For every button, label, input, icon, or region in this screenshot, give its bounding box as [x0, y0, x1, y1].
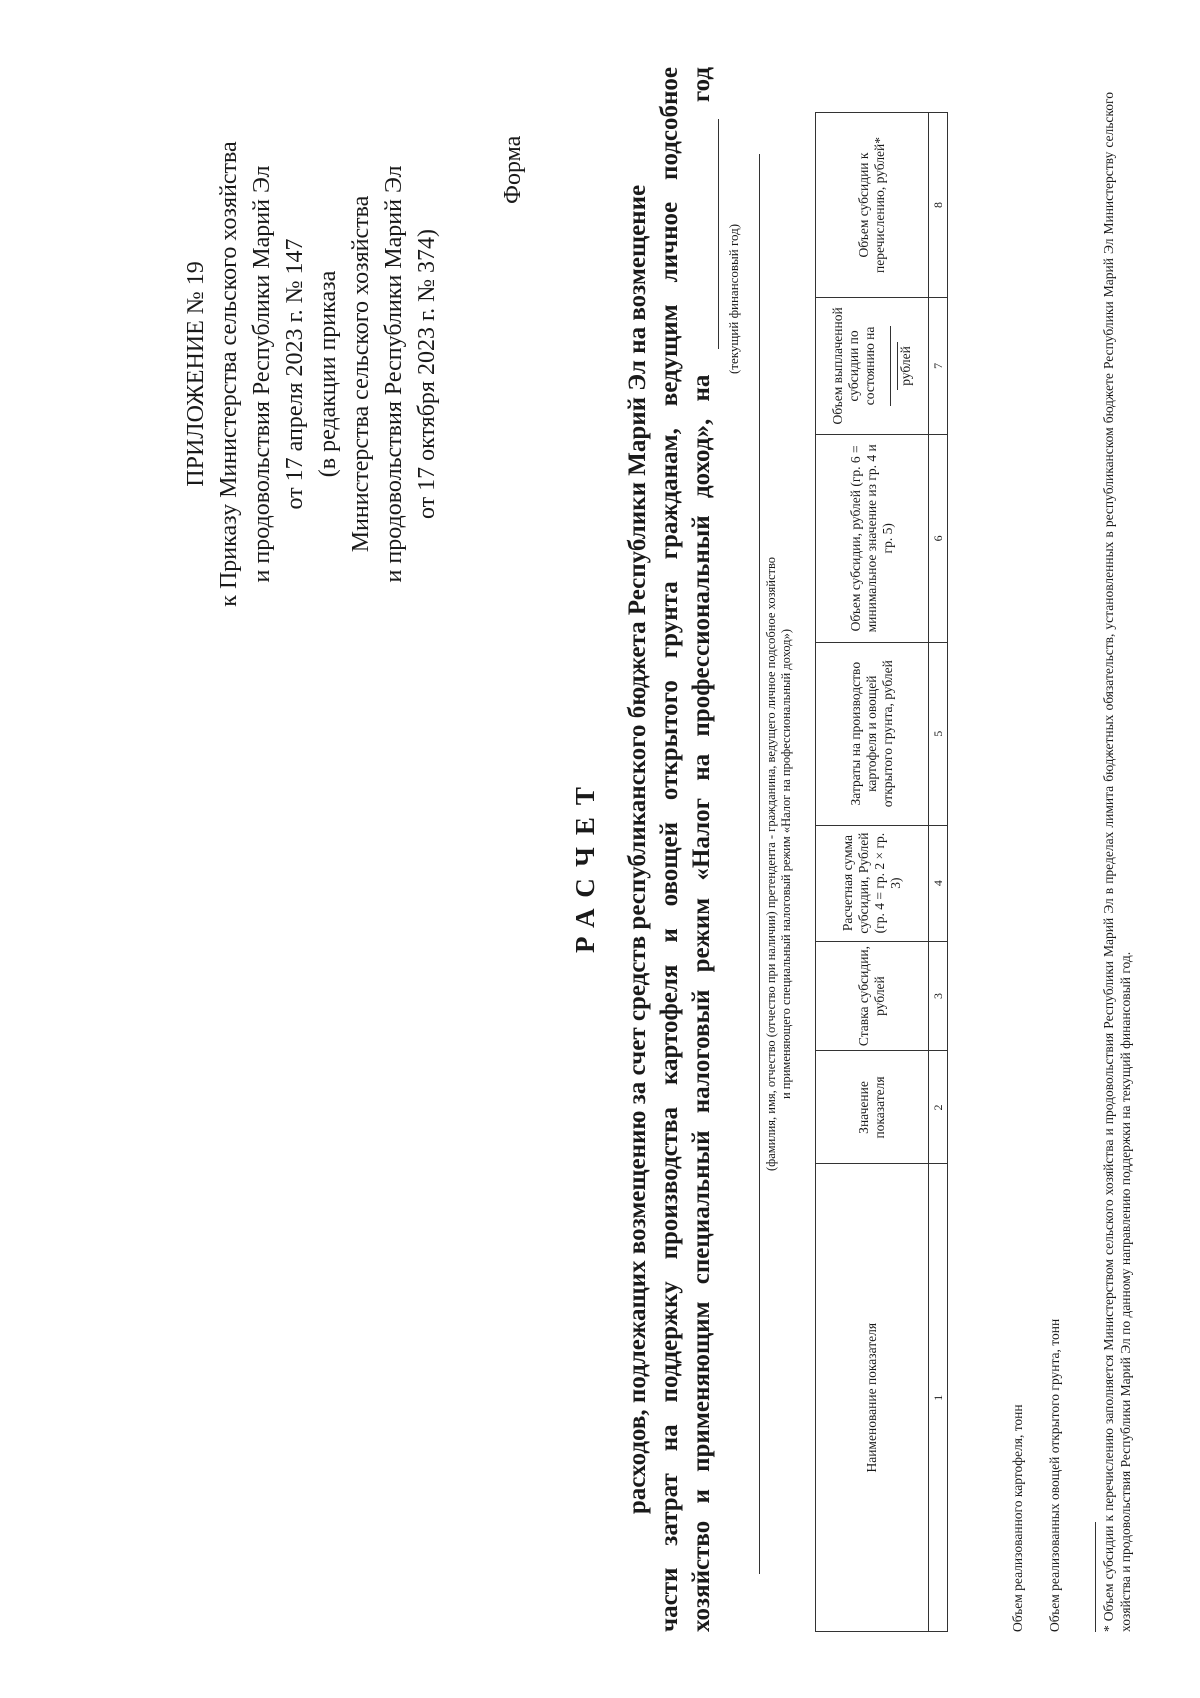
- payout-header-text: Объем выплаченной субсидии по состоянию на: [830, 307, 877, 425]
- column-number: 8: [929, 113, 948, 298]
- form-page: [10, 44, 1180, 1684]
- row-label-vegetables: Объем реализованных овощей открытого грунта, тонн: [1047, 1318, 1062, 1632]
- header-cell: Расчетная сумма субсидии, Рублей (гр. 4 = гр. 2 × гр. 3): [816, 825, 929, 941]
- column-number-row: [929, 113, 948, 1632]
- column-number: 1: [929, 1164, 948, 1632]
- header-cell-payout: [816, 297, 929, 434]
- payout-date-line[interactable]: [878, 326, 891, 406]
- appendix-block: [180, 94, 444, 654]
- year-word: год: [688, 66, 715, 103]
- form-label: Форма: [500, 135, 526, 204]
- year-input-line[interactable]: [686, 119, 719, 349]
- footnote: * Объем субсидии к перечислению заполняется Министерством сельского хозяйства и продовольствия Республики Марий Эл в пределах лимита бюджетных обязательств, установленных в республиканском бюджете Республики Марий Эл Министерству сельского хозяйства и продовольствия Республики Марий Эл по данному направлению поддержки на текущий финансовый год.: [1101, 92, 1133, 1632]
- column-number: 5: [929, 642, 948, 825]
- appendix-line: и продовольствия Республики Марий Эл: [249, 165, 275, 583]
- column-number: 3: [929, 941, 948, 1051]
- calculation-table: [815, 112, 948, 1632]
- appendix-line: и продовольствия Республики Марий Эл: [381, 165, 407, 583]
- footnote-separator: [1095, 1522, 1096, 1632]
- column-number: 6: [929, 434, 948, 642]
- column-number: 2: [929, 1051, 948, 1164]
- header-cell: Объем субсидии, рублей (гр. 6 = минимальное значение из гр. 4 и гр. 5): [816, 434, 929, 642]
- header-cell: Объем субсидии к перечислению, рублей*: [816, 113, 929, 298]
- header-cell: Наименование показателя: [816, 1164, 929, 1632]
- heading-line-2: части затрат на поддержку производства картофеля и овощей открытого грунта гражданам, ведущим личное подсобное: [656, 67, 683, 1632]
- appendix-line: от 17 апреля 2023 г. № 147: [282, 238, 308, 510]
- header-cell: Затраты на производство картофеля и овощей открытого грунта, рублей: [816, 642, 929, 825]
- appendix-line: к Приказу Министерства сельского хозяйства: [216, 141, 242, 607]
- payout-unit: рублей: [897, 342, 914, 390]
- year-caption: (текущий финансовый год): [726, 223, 741, 374]
- heading-line-3: [686, 67, 719, 1632]
- applicant-name-line[interactable]: [759, 154, 760, 1574]
- appendix-line: Министерства сельского хозяйства: [348, 195, 374, 553]
- heading-line-3-text: хозяйство и применяющим специальный налоговый режим «Налог на профессиональный доход», на: [688, 374, 715, 1632]
- table-header-row: [816, 113, 929, 1632]
- header-cell: Значение показателя: [816, 1051, 929, 1164]
- header-cell: Ставка субсидии, рублей: [816, 941, 929, 1051]
- column-number: 7: [929, 297, 948, 434]
- appendix-line: ПРИЛОЖЕНИЕ № 19: [183, 261, 209, 487]
- appendix-line: (в редакции приказа: [315, 270, 341, 478]
- appendix-line: от 17 октября 2023 г. № 374): [414, 229, 440, 520]
- document-heading: [622, 67, 719, 1632]
- column-number: 4: [929, 825, 948, 941]
- applicant-caption-line: (фамилия, имя, отчество (отчество при наличии) претендента - гражданина, ведущего личное подсобное хозяйство: [764, 556, 778, 1172]
- row-label-potato: Объем реализованного картофеля, тонн: [1010, 1404, 1025, 1632]
- document-title: РАСЧЕТ: [570, 775, 600, 953]
- heading-line-1: расходов, подлежащих возмещению за счет средств республиканского бюджета Республики Марий Эл на возмещение: [624, 184, 651, 1515]
- applicant-caption: [764, 154, 794, 1574]
- applicant-caption-line: и применяющего специальный налоговый режим «Налог на профессиональный доход»): [779, 628, 793, 1100]
